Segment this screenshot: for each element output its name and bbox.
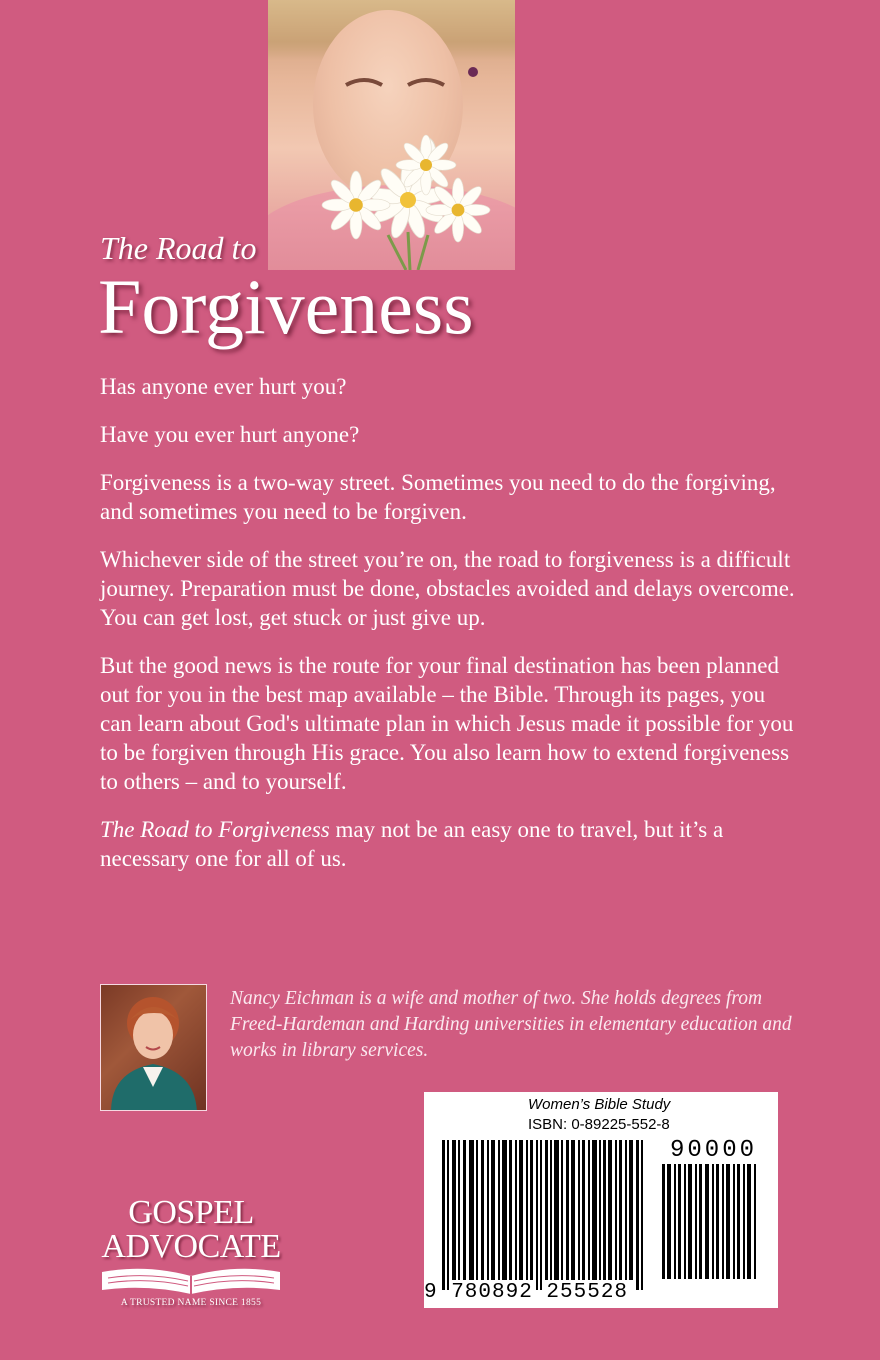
blurb bbox=[100, 372, 800, 892]
barcode-number: 9 780892 255528 bbox=[424, 1281, 629, 1304]
blurb-paragraph-4: Whichever side of the street you’re on, the road to forgiveness is a difficult journey. Preparation must be done, obstacles avoided and delays overcome. You can get lost, get stuck or just give up. bbox=[100, 547, 795, 630]
barcode-isbn: ISBN: 0-89225-552-8 bbox=[528, 1116, 670, 1133]
author-photo bbox=[100, 984, 207, 1111]
open-book-icon bbox=[100, 1266, 282, 1296]
blurb-paragraph-5: But the good news is the route for your final destination has been planned out for you in the best map available – the Bible. Through its pages, you can learn about God's ultimate plan in which Jesus made it possible for you to be forgiven through His grace. You also learn how to extend forgiveness to others – and to yourself. bbox=[100, 653, 794, 794]
blurb-paragraph-3: Forgiveness is a two-way street. Sometimes you need to do the forgiving, and sometimes you need to be forgiven. bbox=[100, 470, 776, 524]
closing-rest: may not be an easy one to travel, but it’s a necessary one for all of us. bbox=[100, 817, 724, 871]
blurb-paragraph-1: Has anyone ever hurt you? bbox=[100, 374, 347, 399]
closing-book-title: The Road to Forgiveness bbox=[100, 817, 330, 842]
publisher-name-line1: GOSPEL bbox=[128, 1194, 254, 1231]
cover-title-line2: Forgiveness bbox=[98, 263, 474, 350]
blurb-closing bbox=[100, 815, 800, 873]
cover-photo-woman-with-daisies bbox=[268, 0, 515, 270]
isbn-barcode bbox=[424, 1092, 778, 1308]
barcode-price-code: 90000 bbox=[670, 1137, 758, 1164]
blurb-paragraph-2: Have you ever hurt anyone? bbox=[100, 422, 360, 447]
publisher-name-line2: ADVOCATE bbox=[101, 1228, 281, 1265]
cover-title-line1: The Road to bbox=[100, 230, 257, 266]
barcode-category: Women’s Bible Study bbox=[528, 1096, 671, 1113]
barcode-addon-bars bbox=[662, 1164, 762, 1279]
author-bio: Nancy Eichman is a wife and mother of two. She holds degrees from Freed-Hardeman and Harding universities in elementary education and works in library services. bbox=[230, 988, 792, 1061]
barcode-main-bars bbox=[442, 1140, 646, 1290]
publisher-logo bbox=[100, 1196, 282, 1308]
publisher-tagline: A TRUSTED NAME SINCE 1855 bbox=[120, 1298, 262, 1308]
